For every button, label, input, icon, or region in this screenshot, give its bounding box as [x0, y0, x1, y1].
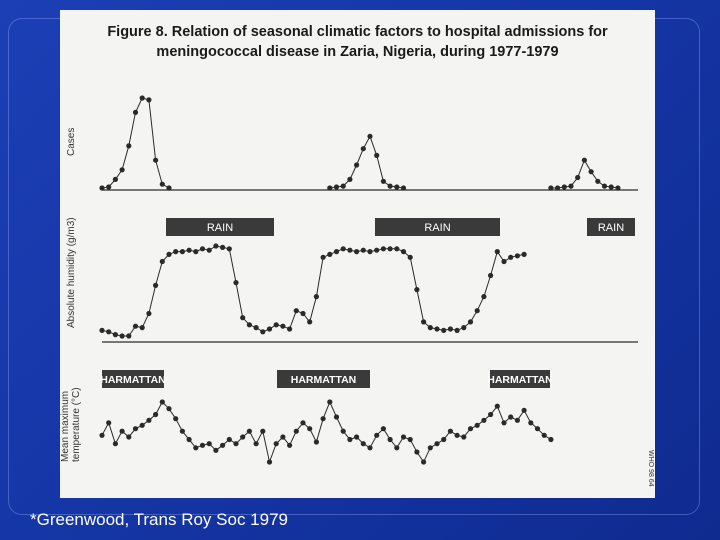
data-point — [341, 246, 346, 251]
data-point — [508, 414, 513, 419]
data-point — [609, 184, 614, 189]
chart-panels — [60, 95, 635, 464]
data-point — [341, 184, 346, 189]
data-point — [361, 146, 366, 151]
data-point — [173, 249, 178, 254]
data-point — [508, 255, 513, 260]
data-point — [233, 280, 238, 285]
data-point — [106, 329, 111, 334]
side-code-label — [647, 450, 654, 487]
data-point — [126, 143, 131, 148]
data-point — [314, 294, 319, 299]
data-point — [314, 439, 319, 444]
data-point — [408, 437, 413, 442]
data-point — [260, 329, 265, 334]
data-point — [187, 437, 192, 442]
data-point — [173, 416, 178, 421]
panel-3 — [60, 370, 554, 465]
data-point — [582, 158, 587, 163]
data-point — [140, 325, 145, 330]
data-point — [441, 437, 446, 442]
data-point — [274, 441, 279, 446]
data-point — [548, 185, 553, 190]
data-point — [287, 443, 292, 448]
data-point — [213, 448, 218, 453]
data-point — [200, 443, 205, 448]
data-point — [254, 325, 259, 330]
side-code-text: WHO 98 64 — [647, 450, 654, 487]
data-point — [528, 420, 533, 425]
panel-dividers — [102, 190, 638, 342]
data-point — [307, 426, 312, 431]
data-point — [146, 97, 151, 102]
data-point — [300, 420, 305, 425]
data-point — [240, 434, 245, 439]
data-point — [495, 249, 500, 254]
data-point — [575, 175, 580, 180]
data-point — [99, 433, 104, 438]
data-point — [421, 319, 426, 324]
data-point — [394, 246, 399, 251]
data-point — [394, 184, 399, 189]
data-point — [381, 179, 386, 184]
data-point — [280, 324, 285, 329]
data-point — [367, 134, 372, 139]
seasonal-factors-chart — [60, 10, 655, 498]
panel-2 — [66, 217, 635, 338]
series-line-2-1 — [102, 246, 524, 336]
data-point — [394, 445, 399, 450]
data-point — [361, 248, 366, 253]
data-point — [347, 248, 352, 253]
ylabel-panel-3: Mean maximumtemperature (°C) — [60, 387, 82, 462]
data-point — [254, 441, 259, 446]
data-point — [461, 434, 466, 439]
data-point — [434, 441, 439, 446]
data-point — [113, 441, 118, 446]
data-point — [327, 399, 332, 404]
data-point — [146, 311, 151, 316]
data-point — [321, 416, 326, 421]
data-point — [200, 246, 205, 251]
figure-title-line2: meningococcal disease in Zaria, Nigeria, during 1977-1979 — [156, 44, 559, 60]
data-point — [160, 259, 165, 264]
data-point — [113, 332, 118, 337]
data-point — [247, 429, 252, 434]
data-point — [388, 184, 393, 189]
data-point — [475, 423, 480, 428]
band-label-1: RAIN — [206, 222, 234, 234]
data-point — [367, 249, 372, 254]
data-point — [501, 259, 506, 264]
data-point — [475, 308, 480, 313]
data-point — [300, 311, 305, 316]
band-label-2: HARMATTAN — [290, 374, 357, 386]
data-point — [99, 328, 104, 333]
data-point — [146, 418, 151, 423]
data-point — [481, 294, 486, 299]
data-point — [334, 414, 339, 419]
data-point — [166, 252, 171, 257]
data-point — [381, 426, 386, 431]
data-point — [354, 249, 359, 254]
data-point — [267, 459, 272, 464]
data-point — [227, 437, 232, 442]
data-point — [207, 441, 212, 446]
data-point — [106, 420, 111, 425]
data-point — [140, 423, 145, 428]
figure-title-line1: Figure 8. Relation of seasonal climatic factors to hospital admissions for — [107, 24, 608, 40]
data-point — [294, 308, 299, 313]
data-point — [133, 110, 138, 115]
data-point — [388, 246, 393, 251]
data-point — [120, 167, 125, 172]
data-point — [126, 434, 131, 439]
ylabel-panel-2: Absolute humidity (g/m3) — [66, 217, 77, 328]
data-point — [428, 445, 433, 450]
data-point — [160, 182, 165, 187]
data-point — [374, 248, 379, 253]
data-point — [441, 328, 446, 333]
data-point — [99, 185, 104, 190]
data-point — [166, 406, 171, 411]
data-point — [461, 325, 466, 330]
band-label-3: RAIN — [597, 222, 625, 234]
data-point — [414, 449, 419, 454]
data-point — [374, 433, 379, 438]
data-point — [113, 177, 118, 182]
data-point — [233, 441, 238, 446]
data-point — [522, 252, 527, 257]
data-point — [548, 437, 553, 442]
data-point — [180, 249, 185, 254]
data-point — [468, 319, 473, 324]
data-point — [522, 408, 527, 413]
citation: *Greenwood, Trans Roy Soc 1979 — [30, 510, 288, 529]
data-point — [495, 404, 500, 409]
data-point — [434, 326, 439, 331]
band-label-1: HARMATTAN — [100, 374, 166, 386]
data-point — [515, 253, 520, 258]
data-point — [327, 185, 332, 190]
data-point — [408, 255, 413, 260]
data-point — [160, 399, 165, 404]
data-point — [247, 322, 252, 327]
data-point — [515, 418, 520, 423]
data-point — [220, 245, 225, 250]
data-point — [347, 177, 352, 182]
data-point — [126, 333, 131, 338]
data-point — [166, 185, 171, 190]
data-point — [354, 434, 359, 439]
data-point — [106, 184, 111, 189]
data-point — [568, 184, 573, 189]
data-point — [448, 326, 453, 331]
data-point — [240, 315, 245, 320]
series-line-1-3 — [551, 160, 618, 188]
band-label-2: RAIN — [424, 222, 451, 234]
data-point — [213, 243, 218, 248]
data-point — [381, 246, 386, 251]
data-point — [307, 319, 312, 324]
data-point — [455, 433, 460, 438]
data-point — [401, 434, 406, 439]
data-point — [488, 412, 493, 417]
data-point — [133, 324, 138, 329]
data-point — [401, 249, 406, 254]
data-point — [347, 437, 352, 442]
data-point — [327, 252, 332, 257]
data-point — [501, 420, 506, 425]
data-point — [421, 459, 426, 464]
data-point — [374, 153, 379, 158]
data-point — [481, 418, 486, 423]
data-point — [401, 185, 406, 190]
data-point — [488, 273, 493, 278]
data-point — [153, 283, 158, 288]
data-point — [280, 434, 285, 439]
data-point — [153, 158, 158, 163]
data-point — [227, 246, 232, 251]
data-point — [448, 429, 453, 434]
data-point — [180, 429, 185, 434]
data-point — [455, 328, 460, 333]
data-point — [267, 326, 272, 331]
band-label-3: HARMATTAN — [487, 374, 553, 386]
data-point — [562, 184, 567, 189]
data-point — [187, 248, 192, 253]
data-point — [468, 426, 473, 431]
data-point — [287, 326, 292, 331]
data-point — [274, 322, 279, 327]
data-point — [193, 445, 198, 450]
data-point — [595, 179, 600, 184]
figure-card — [60, 10, 655, 498]
data-point — [354, 162, 359, 167]
panel-1 — [66, 95, 621, 190]
data-point — [589, 169, 594, 174]
data-point — [220, 443, 225, 448]
data-point — [542, 433, 547, 438]
data-point — [207, 248, 212, 253]
data-point — [260, 429, 265, 434]
data-point — [615, 185, 620, 190]
data-point — [555, 185, 560, 190]
data-point — [428, 325, 433, 330]
data-point — [367, 445, 372, 450]
data-point — [140, 95, 145, 100]
data-point — [602, 184, 607, 189]
data-point — [334, 249, 339, 254]
data-point — [294, 429, 299, 434]
ylabel-panel-1: Cases — [66, 127, 77, 156]
data-point — [120, 429, 125, 434]
data-point — [535, 426, 540, 431]
data-point — [341, 429, 346, 434]
data-point — [321, 255, 326, 260]
series-line-1-2 — [330, 136, 404, 188]
data-point — [153, 412, 158, 417]
data-point — [361, 441, 366, 446]
data-point — [133, 426, 138, 431]
data-point — [388, 437, 393, 442]
data-point — [334, 184, 339, 189]
data-point — [414, 287, 419, 292]
data-point — [120, 333, 125, 338]
data-point — [193, 249, 198, 254]
